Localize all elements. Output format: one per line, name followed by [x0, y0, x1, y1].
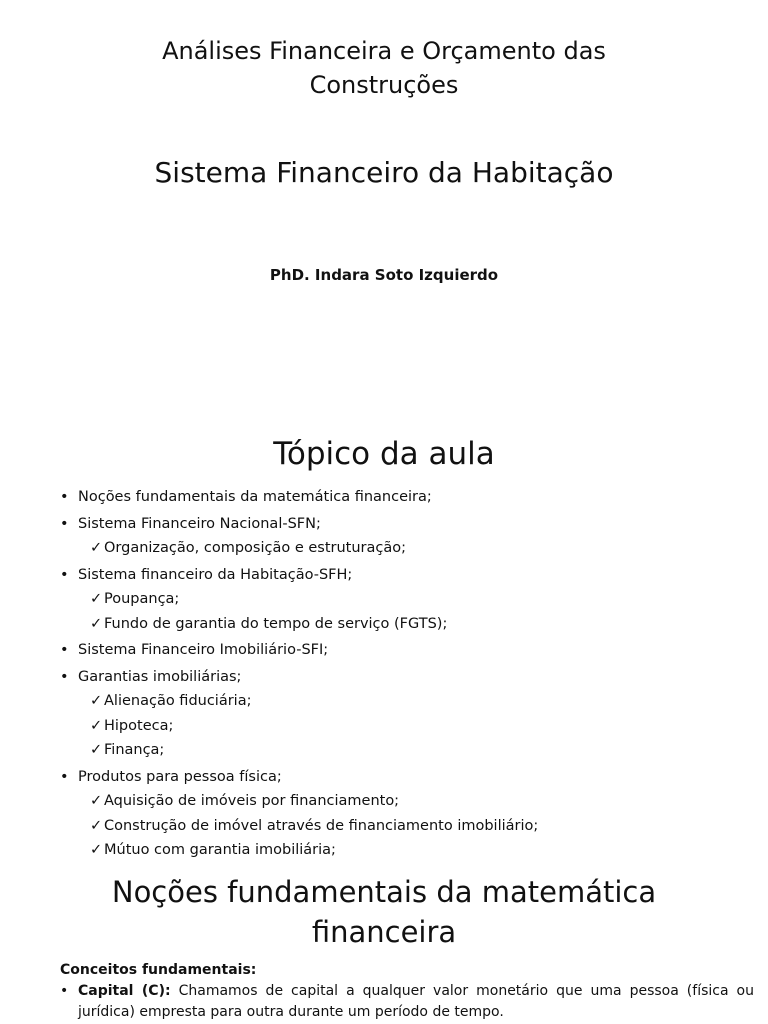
subtopic-item — [60, 789, 760, 814]
subtopic-text: Poupança; — [104, 591, 180, 607]
bullet-icon: • — [60, 566, 69, 583]
subtopic-item — [60, 612, 760, 637]
subtopic-text: Aquisição de imóveis por financiamento; — [104, 793, 400, 809]
subtopic-item — [60, 738, 760, 763]
capital-term: Capital (C): — [78, 983, 171, 999]
section-title-line2: financeira — [311, 915, 457, 949]
bullet-icon: • — [60, 515, 69, 532]
checkmark-icon: ✓ — [90, 693, 103, 709]
topic-text: Garantias imobiliárias; — [78, 668, 242, 685]
checkmark-icon: ✓ — [90, 591, 103, 607]
topic-text: Sistema Financeiro Nacional-SFN; — [78, 515, 321, 532]
bullet-icon: • — [60, 983, 69, 999]
subtopic-item — [60, 587, 760, 612]
bullet-icon: • — [60, 668, 69, 685]
checkmark-icon: ✓ — [90, 817, 103, 834]
topic-item — [60, 563, 760, 588]
topic-text: Produtos para pessoa física; — [78, 768, 282, 785]
checkmark-icon: ✓ — [90, 717, 103, 734]
bullet-icon: • — [60, 489, 69, 505]
capital-text: Chamamos de capital a qualquer valor monetário que uma pessoa (física ou jurídica) empresta para outra durante um período de tempo. — [78, 983, 754, 1020]
section-title-line1: Noções fundamentais da matemática — [111, 875, 657, 909]
capital-definition — [60, 981, 754, 1023]
author-name: PhD. Indara Soto Izquierdo — [269, 266, 499, 284]
subtopic-item — [60, 838, 760, 863]
subtopic-text: Mútuo com garantia imobiliária; — [104, 842, 336, 858]
subtopic-text: Hipoteca; — [104, 717, 174, 734]
checkmark-icon: ✓ — [90, 842, 103, 858]
concepts-heading: Conceitos fundamentais: — [60, 962, 257, 978]
bullet-icon: • — [60, 642, 69, 658]
subtopic-item — [60, 714, 760, 739]
topic-item — [60, 638, 760, 663]
topic-item — [60, 512, 760, 537]
checkmark-icon: ✓ — [90, 540, 103, 556]
checkmark-icon: ✓ — [90, 742, 103, 758]
topics-list — [60, 485, 760, 863]
section-title — [0, 872, 768, 952]
subtopic-text: Construção de imóvel através de financiamento imobiliário; — [104, 817, 539, 834]
topic-item — [60, 665, 760, 690]
topic-text: Sistema Financeiro Imobiliário-SFI; — [78, 642, 329, 658]
checkmark-icon: ✓ — [90, 615, 103, 632]
course-title-line2: Construções — [309, 71, 459, 99]
topic-text: Sistema financeiro da Habitação-SFH; — [78, 566, 353, 583]
subtopic-item — [60, 814, 760, 839]
subtopic-text: Alienação fiduciária; — [104, 693, 252, 709]
subtopic-text: Organização, composição e estruturação; — [104, 540, 407, 556]
subtopic-item — [60, 689, 760, 714]
concepts-body — [60, 960, 754, 1023]
checkmark-icon: ✓ — [90, 793, 103, 809]
subtopic-text: Finança; — [104, 742, 165, 758]
bullet-icon: • — [60, 768, 69, 785]
topic-text: Noções fundamentais da matemática financeira; — [78, 489, 432, 505]
course-title — [0, 34, 768, 102]
topic-item — [60, 485, 760, 510]
lecture-subtitle: Sistema Financeiro da Habitação — [154, 156, 614, 189]
topic-item — [60, 765, 760, 790]
course-title-line1: Análises Financeira e Orçamento das — [162, 37, 606, 65]
subtopic-item — [60, 536, 760, 561]
subtopic-text: Fundo de garantia do tempo de serviço (FGTS); — [104, 615, 448, 632]
topics-title: Tópico da aula — [273, 436, 495, 472]
